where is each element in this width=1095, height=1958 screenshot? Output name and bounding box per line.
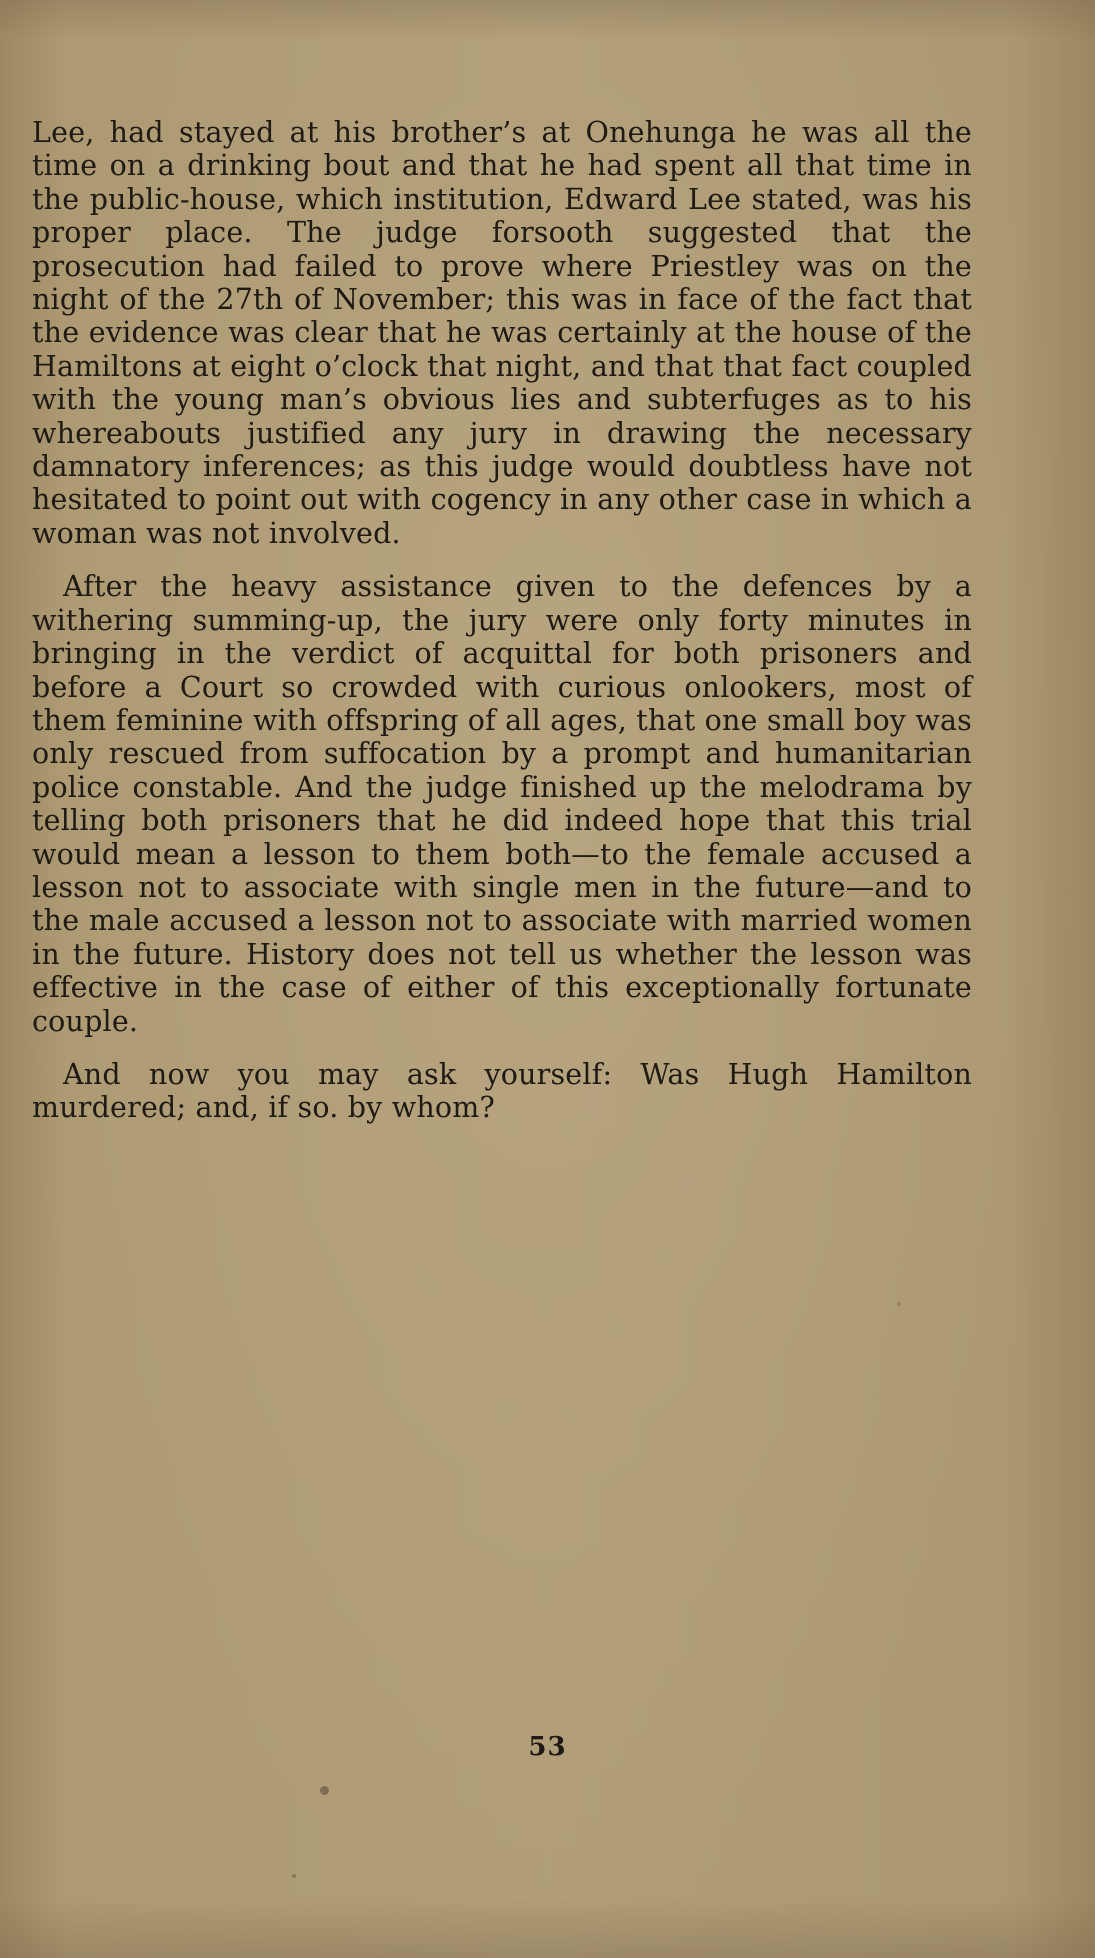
paragraph-1: Lee, had stayed at his brother’s at Onehunga he was all the time on a drinking bout and that he had spent all that time in the public-house, which institution, Edward Lee stated, was his proper place. The judge forsooth suggested that the prosecution had failed to prove where Priestley was on the night of the 27th of November; this was in face of the fact that the evidence was clear that he was certainly at the house of the Hamiltons at eight o’clock that night, and that that fact coupled with the young man’s obvious lies and subterfuges as to his whereabouts justified any jury in drawing the necessary damnatory inferences; as this judge would doubtless have not hesitated to point out with cogency in any other case in which a woman was not involved. (32, 116, 972, 550)
page-top-shading (0, 0, 1095, 40)
paragraph-3: And now you may ask yourself: Was Hugh Hamilton murdered; and, if so. by whom? (32, 1057, 972, 1125)
page-bottom-shading (0, 1898, 1095, 1958)
ink-speck (897, 1302, 901, 1306)
body-text (32, 116, 972, 1145)
ink-speck (320, 1786, 329, 1795)
paragraph-2: After the heavy assistance given to the defences by a withering summing-up, the jury were only forty minutes in bringing in the verdict of acquittal for both prisoners and before a Court so crowded with curious onlookers, most of them feminine with offspring of all ages, that one small boy was only rescued from suffocation by a prompt and humanitarian police constable. And the judge finished up the melodrama by telling both prisoners that he did indeed hope that this trial would mean a lesson to them both—to the female accused a lesson not to associate with single men in the future—and to the male accused a lesson not to associate with married women in the future. History does not tell us whether the lesson was effective in the case of either of this exceptionally fortunate couple. (32, 570, 972, 1038)
ink-speck (292, 1874, 296, 1878)
page-number: 53 (528, 1732, 567, 1762)
